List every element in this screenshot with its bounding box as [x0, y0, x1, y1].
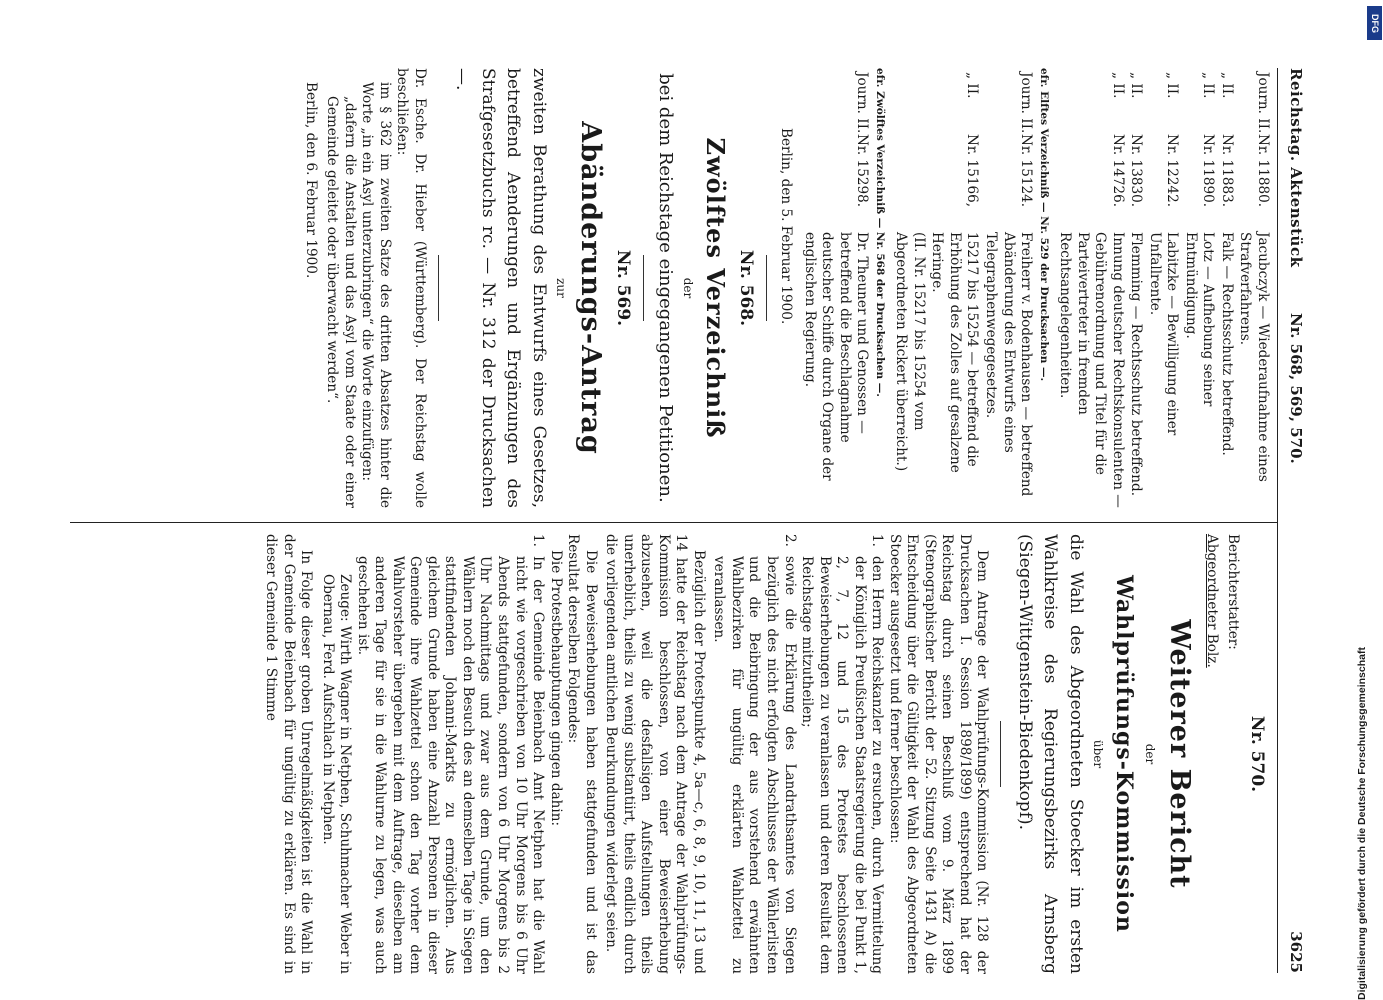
divider — [1000, 721, 1001, 787]
para-3: Die Beweiserhebungen haben stattgefunden und ist das Resultat derselben Folgendes: — [565, 534, 599, 974]
divider — [438, 255, 439, 321]
title-570: Weiterer Bericht — [1164, 619, 1196, 889]
list-item — [710, 534, 798, 974]
list-number: 1. — [869, 534, 886, 547]
petition-text: Jacubczyk — Wiederaufnahme eines Strafverfahrens. — [1237, 232, 1271, 482]
petition-ref — [1181, 68, 1216, 232]
journal-prefix: „ II. — [1109, 72, 1126, 99]
list-item — [798, 534, 886, 974]
petition-entry — [928, 68, 981, 508]
column-rule — [70, 522, 1277, 523]
petition-number: Nr. 11880. — [1255, 134, 1271, 208]
petition-text: Freiherr v. Bodenhausen — betreffend Abänderung des Entwurfs eines Telegraphenwegegesetzes. — [983, 232, 1035, 497]
right-column — [262, 534, 1271, 974]
journal-prefix: „ II. — [1164, 72, 1181, 99]
subtitle-568: bei dem Reichstage eingegangenen Petitionen. — [655, 73, 677, 503]
header-rule — [1277, 68, 1278, 973]
list-text: den Herrn Reichskanzler zu ersuchen, durch Vermittelung der Königlich Preußischen Staatsregierung die bei Punkt 1, 2, 7, 12 und 15 des Protestes beschlossenen Beweiserhebungen zu veranlassen und deren Resultat dem Reichstage mitzutheilen; — [799, 556, 886, 974]
reporter-label: Berichterstatter: — [1225, 534, 1242, 650]
petition-ref — [800, 68, 870, 232]
petition-text: Lotz — Aufhebung seiner Entmündigung. — [1182, 232, 1217, 407]
header-publication: Reichstag. Aktenstück — [1287, 68, 1305, 268]
petition-number: Nr. 15124. — [1018, 134, 1035, 208]
der-label-570: der — [1143, 743, 1158, 765]
journal-prefix: „ II. — [1218, 72, 1235, 99]
petition-list-a — [1056, 68, 1271, 508]
petition-ref — [1056, 68, 1126, 232]
text-569: zweiten Berathung des Entwurfs eines Gesetzes, betreffend Aenderungen und Ergänzungen des Strafgesetzbuchs rc. — Nr. 312 der Drucksachen —. — [452, 68, 549, 508]
petition-text: Flemming — Rechtsschutz betreffend. — [1128, 232, 1145, 497]
divider — [766, 255, 767, 321]
side-note — [1356, 260, 1372, 1000]
petition-ref — [1236, 68, 1271, 232]
title-568: Zwölftes Verzeichniß — [700, 137, 730, 439]
petition-entry — [800, 68, 870, 508]
petition-entry — [1145, 68, 1180, 508]
motion-text: im § 362 im zweiten Satze des dritten Absatzes hinter die Worte „in ein Asyl unterzubringen“ die Worte einzufügen: — [359, 82, 393, 508]
petition-list-c — [800, 68, 870, 508]
journal-prefix: Journ. II. — [854, 72, 871, 134]
dfg-logo: DFG — [1367, 6, 1382, 40]
commission-title: Wahlprüfungs-Kommission — [1110, 575, 1137, 933]
resolution-list — [710, 534, 885, 974]
subject-570: die Wahl des Abgeordneten Stoecker im ersten Wahlkreise des Regierungsbezirks Arnsberg (Siegen-Wittgenstein-Biedenkopf). — [1014, 534, 1086, 974]
petition-entry — [1056, 68, 1126, 508]
funding-note: Digitalisierung gefördert durch die Deutsche Forschungsgemeinschaft — [1356, 647, 1368, 1000]
list-number: 1. — [530, 534, 547, 547]
para-5: In Folge dieser groben Unregelmäßigkeiten ist die Wahl in der Gemeinde Beienbach für ungültig zu erklären. Es sind in dieser Gemeinde 1 Stimme — [263, 534, 315, 974]
petition-ref — [1145, 68, 1180, 232]
subheading-eleventh: efr. Elftes Verzeichniß — Nr. 529 der Drucksachen —. — [1037, 68, 1050, 382]
document-page — [70, 68, 1305, 973]
list-text: sowie die Erklärung des Landrathsamtes von Siegen bezüglich des nicht erfolgten Abschlusses der Wählerlisten und die Beibringung der aus vorstehend erwähnten Wahlbezirken für ungültig erklärten Wahlzettel zu veranlassen. — [711, 556, 798, 974]
petition-number: Nr. 12242. — [1164, 134, 1181, 208]
journal-prefix: „ II. — [1200, 72, 1217, 99]
petition-number: Nr. 11890. — [1200, 134, 1217, 208]
petition-number: Nr. 15166, — [964, 134, 981, 208]
petition-entry — [1127, 68, 1145, 508]
left-column — [301, 68, 1271, 508]
petition-number: Nr. 15298. — [854, 134, 871, 208]
motion-quote: „dafern die Anstalten und das Asyl vom Staate oder einer Gemeinde geleitet oder überwacht werden“. — [324, 96, 358, 508]
petition-entry — [1217, 68, 1235, 508]
journal-prefix: „ II. — [1128, 72, 1145, 99]
journal-prefix: Journ. II. — [1018, 72, 1035, 134]
witness: Zeuge: Wirth Wagner in Netphen, Schuhmacher Weber in Obernau, Ferd. Aufschlach in Netphen. — [319, 574, 354, 974]
divider — [643, 255, 644, 321]
nr-568: Nr. 568. — [735, 249, 756, 327]
petition-text: Dr. Theuner und Genossen — betreffend die Beschlagnahme deutscher Schiffe durch Organe der englischen Regierung. — [801, 232, 871, 481]
title-569: Abänderungs-Antrag — [575, 121, 607, 455]
para-2: Bezüglich der Protestpunkte 4, 5a—c, 6, 8, 9, 10, 11, 13 und 14 hatte der Reichstag nach dem Antrage der Wahlprüfungs-Kommission beschlossen, von einer Beweiserhebung abzusehen, weil die desfallsigen Aufstellungen theils unerheblich, theils zu wenig substantiirt, theils endlich durch die vorliegenden amtlichen Beurkundungen widerlegt seien. — [603, 534, 707, 974]
petition-list-b — [928, 68, 1034, 508]
journal-prefix: Journ. II. — [1255, 72, 1271, 134]
petition-number: Nr. 11883. — [1218, 134, 1235, 208]
page-number: 3625 — [1287, 931, 1305, 973]
protest-list — [353, 534, 546, 974]
para-4: Die Protestbehauptungen gingen dahin: — [547, 550, 564, 827]
petition-text: Labitzke — Bewilligung einer Unfallrente. — [1146, 232, 1181, 436]
motion-intro: Dr. Esche. Dr. Hieber (Württemberg). Der Reichstag wolle beschließen: — [394, 68, 428, 508]
ueber-label: über — [1091, 739, 1106, 769]
page-header — [1281, 68, 1305, 973]
petition-entry — [982, 68, 1035, 508]
list-number: 2. — [781, 534, 798, 547]
list-item — [353, 534, 546, 974]
petition-number: Nr. 14726. — [1109, 134, 1126, 208]
journal-prefix: „ II. — [964, 72, 981, 99]
para-1: Dem Antrage der Wahlprüfungs-Kommission (Nr. 128 der Drucksachen I. Session 1898/1899) entsprechend hat der Reichstag durch seinen Beschluß vom 9. März 1899 (Stenographischer Bericht der 52. Sitzung Seite 1431 A) die Entscheidung über die Gültigkeit der Wahl des Abgeordneten Stoecker ausgesetzt und ferner beschlossen: — [886, 534, 991, 974]
der-label: der — [680, 277, 695, 299]
petition-text: Falk — Rechtsschutz betreffend. — [1218, 232, 1235, 456]
petition-entry — [1236, 68, 1271, 508]
zur-label: zur — [554, 278, 569, 298]
petition-ref — [928, 68, 981, 232]
petition-note: (II. Nr. 15217 bis 15254 vom Abgeordneten Rickert überreicht.) — [893, 232, 927, 472]
date-568: Berlin, den 5. Februar 1900. — [778, 128, 795, 325]
petition-text: 15217 bis 15254 — betreffend die Erhöhung des Zolles auf gesalzene Heringe. — [929, 232, 981, 473]
petition-text: Innung deutscher Rechtskonsulenten — Gebührenordnung und Titel für die Parteivertreter in fremden Rechtsangelegenheiten. — [1057, 232, 1126, 508]
date-569: Berlin, den 6. Februar 1900. — [302, 82, 319, 279]
nr-570: Nr. 570. — [1247, 715, 1267, 793]
petition-ref — [1127, 68, 1145, 232]
petition-ref — [982, 68, 1035, 232]
list-text: In der Gemeinde Beienbach Amt Netphen hat die Wahl nicht wie vorgeschrieben von 10 Uhr Morgens bis 6 Uhr Abends stattgefunden, sondern von 6 Uhr Morgens bis 2 Uhr Nachmittags und zwar aus dem Grunde, um den Wählern noch den Besuch des an demselben Tage in Siegen stattfindenden Johanni-Markts zu ermöglichen. Aus gleichem Grunde haben eine Anzahl Personen in dieser Gemeinde ihre Wahlzettel schon den Tag vorher dem Wahlvorsteher übergeben mit dem Auftrage, dieselben am anderen Tage für sie in die Wahlurne zu legen, was auch geschehen ist. — [354, 556, 547, 974]
petition-number: Nr. 13830. — [1128, 134, 1145, 208]
petition-entry — [1181, 68, 1216, 508]
petition-ref — [1217, 68, 1235, 232]
header-numbers: Nr. 568, 569, 570. — [1287, 313, 1305, 464]
reporter-name: Abgeordneter Bolz. — [1203, 534, 1220, 668]
subheading-twelfth: efr. Zwölftes Verzeichniß — Nr. 568 der Drucksachen —. — [873, 68, 886, 397]
nr-569: Nr. 569. — [613, 249, 634, 327]
